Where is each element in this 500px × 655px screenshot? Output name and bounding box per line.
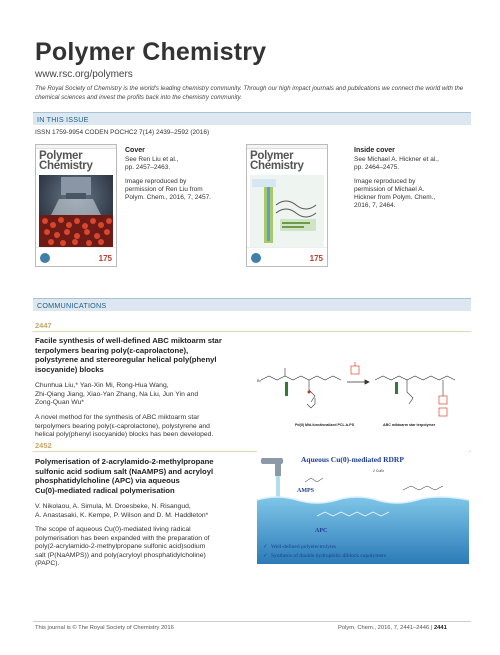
cover-title-line2: Chemistry [39, 160, 93, 172]
cover-caption: See Ren Liu et al., pp. 2457–2463. Image reproduced by permission of Ren Liu from Polym. Chem., 2016, 7, 2457. [125, 156, 211, 202]
footer-citation: Polym. Chem., 2016, 7, 2441–2446 | 2441 [338, 625, 447, 631]
toc-graphic [257, 450, 469, 564]
in-this-issue-bar [33, 112, 471, 125]
scheme-label-right: ABC miktoarm star terpolymer [383, 423, 436, 427]
reaction-scheme-graphic [255, 352, 471, 434]
communications-heading: COMMUNICATIONS [37, 300, 107, 310]
cover-heading: Cover [125, 147, 145, 154]
check-icon: ✓ [263, 553, 268, 559]
amps-label: AMPS [297, 488, 314, 494]
journal-title: Polymer Chemistry [35, 38, 267, 66]
entry-page-number: 2447 [35, 321, 52, 330]
apc-label: APC [315, 528, 328, 534]
cover-artwork [39, 175, 113, 247]
entry-abstract: A novel method for the synthesis of ABC miktoarm star terpolymers bearing poly(ε-caprolactone), polystyrene and helical poly(phenyl isocyanide) blocks has been developed. [35, 414, 214, 439]
in-this-issue-heading: IN THIS ISSUE [37, 114, 89, 124]
inside-cover-caption: See Michael A. Hickner et al., pp. 2464–2475. Image reproduced by permission of Michael A. Hickner from Polym. Chem., 2016, 7, 2464. [354, 156, 439, 210]
entry-title[interactable]: Polymerisation of 2-acrylamido-2-methylpropane sulfonic acid sodium salt (NaAMPS) and acryloyl phosphatidylcholine (APC) via aqueous Cu(0)-mediated radical polymerisation [35, 457, 214, 496]
copyright-notice: This journal is © The Royal Society of Chemistry 2016 [35, 625, 174, 631]
anniversary-badge: 175 [98, 254, 112, 263]
communications-bar [33, 298, 471, 311]
entry-authors: V. Nikolaou, A. Simula, M. Droesbeke, N. Risangud, A. Anastasaki, K. Kempe, P. Wilson and D. M. Haddleton* [35, 503, 209, 519]
anniversary-badge: 175 [309, 254, 323, 263]
front-cover-image[interactable] [35, 144, 117, 267]
entry-page-number: 2452 [35, 441, 52, 450]
page-number: 2441 [433, 625, 447, 631]
inside-cover-image[interactable] [246, 144, 328, 267]
cover-title-line2: Chemistry [250, 160, 304, 172]
cover-artwork [250, 175, 324, 247]
journal-url[interactable]: www.rsc.org/polymers [35, 69, 133, 80]
inside-cover-heading: Inside cover [354, 147, 395, 154]
cover-footer [36, 247, 116, 266]
check-icon: ✓ [263, 544, 268, 550]
graphic-title: Aqueous Cu(0)-mediated RDRP [301, 455, 404, 464]
entry-abstract: The scope of aqueous Cu(0)-mediated living radical polymerisation has been expanded with the preparation of poly(2-acrylamido-2-methylpropane sulfonic acid)sodium salt (P(NaAMPS)) and poly(acryloyl phosphatidylcholine) (PAPC). [35, 526, 210, 568]
cover-strip [36, 145, 116, 149]
cover-footer [247, 247, 327, 266]
entry-authors: Chunhua Liu,* Yan-Xin Mi, Rong-Hua Wang, Zhi-Qiang Jiang, Xiao-Yan Zhang, Na Liu, Jun Yin and Zong-Quan Wu* [35, 382, 199, 407]
footer-divider [33, 621, 471, 622]
entry-title[interactable]: Facile synthesis of well-defined ABC miktoarm star terpolymers bearing poly(ε-caprolactone), polystyrene and stereoregular helical poly(phenyl isocyanide) blocks [35, 336, 222, 375]
entry-divider [33, 331, 471, 332]
society-tagline: The Royal Society of Chemistry is the world's leading chemistry community. Through our high impact journals and publications we connect the world with the chemical sciences and invest the profits back into the chemistry community. [35, 85, 464, 101]
rsc-logo-icon [251, 253, 261, 263]
cover-title-line1: Polymer [250, 150, 294, 162]
check-1: Well-defined polyelectrolytes [271, 544, 337, 550]
svg-text:Br: Br [257, 378, 261, 383]
cover-strip [247, 145, 327, 149]
rsc-logo-icon [40, 253, 50, 263]
check-2: Synthesis of double hydrophilic diblock copolymers [271, 553, 387, 559]
cover-title-line1: Polymer [39, 150, 83, 162]
condition-label: 2 CuBr [373, 469, 384, 473]
scheme-label-left: Pd(II) Mid-functionalized PCL-b-PS [295, 423, 355, 427]
issn-line: ISSN 1759-9954 CODEN POCHC2 7(14) 2439–2592 (2016) [35, 129, 210, 136]
